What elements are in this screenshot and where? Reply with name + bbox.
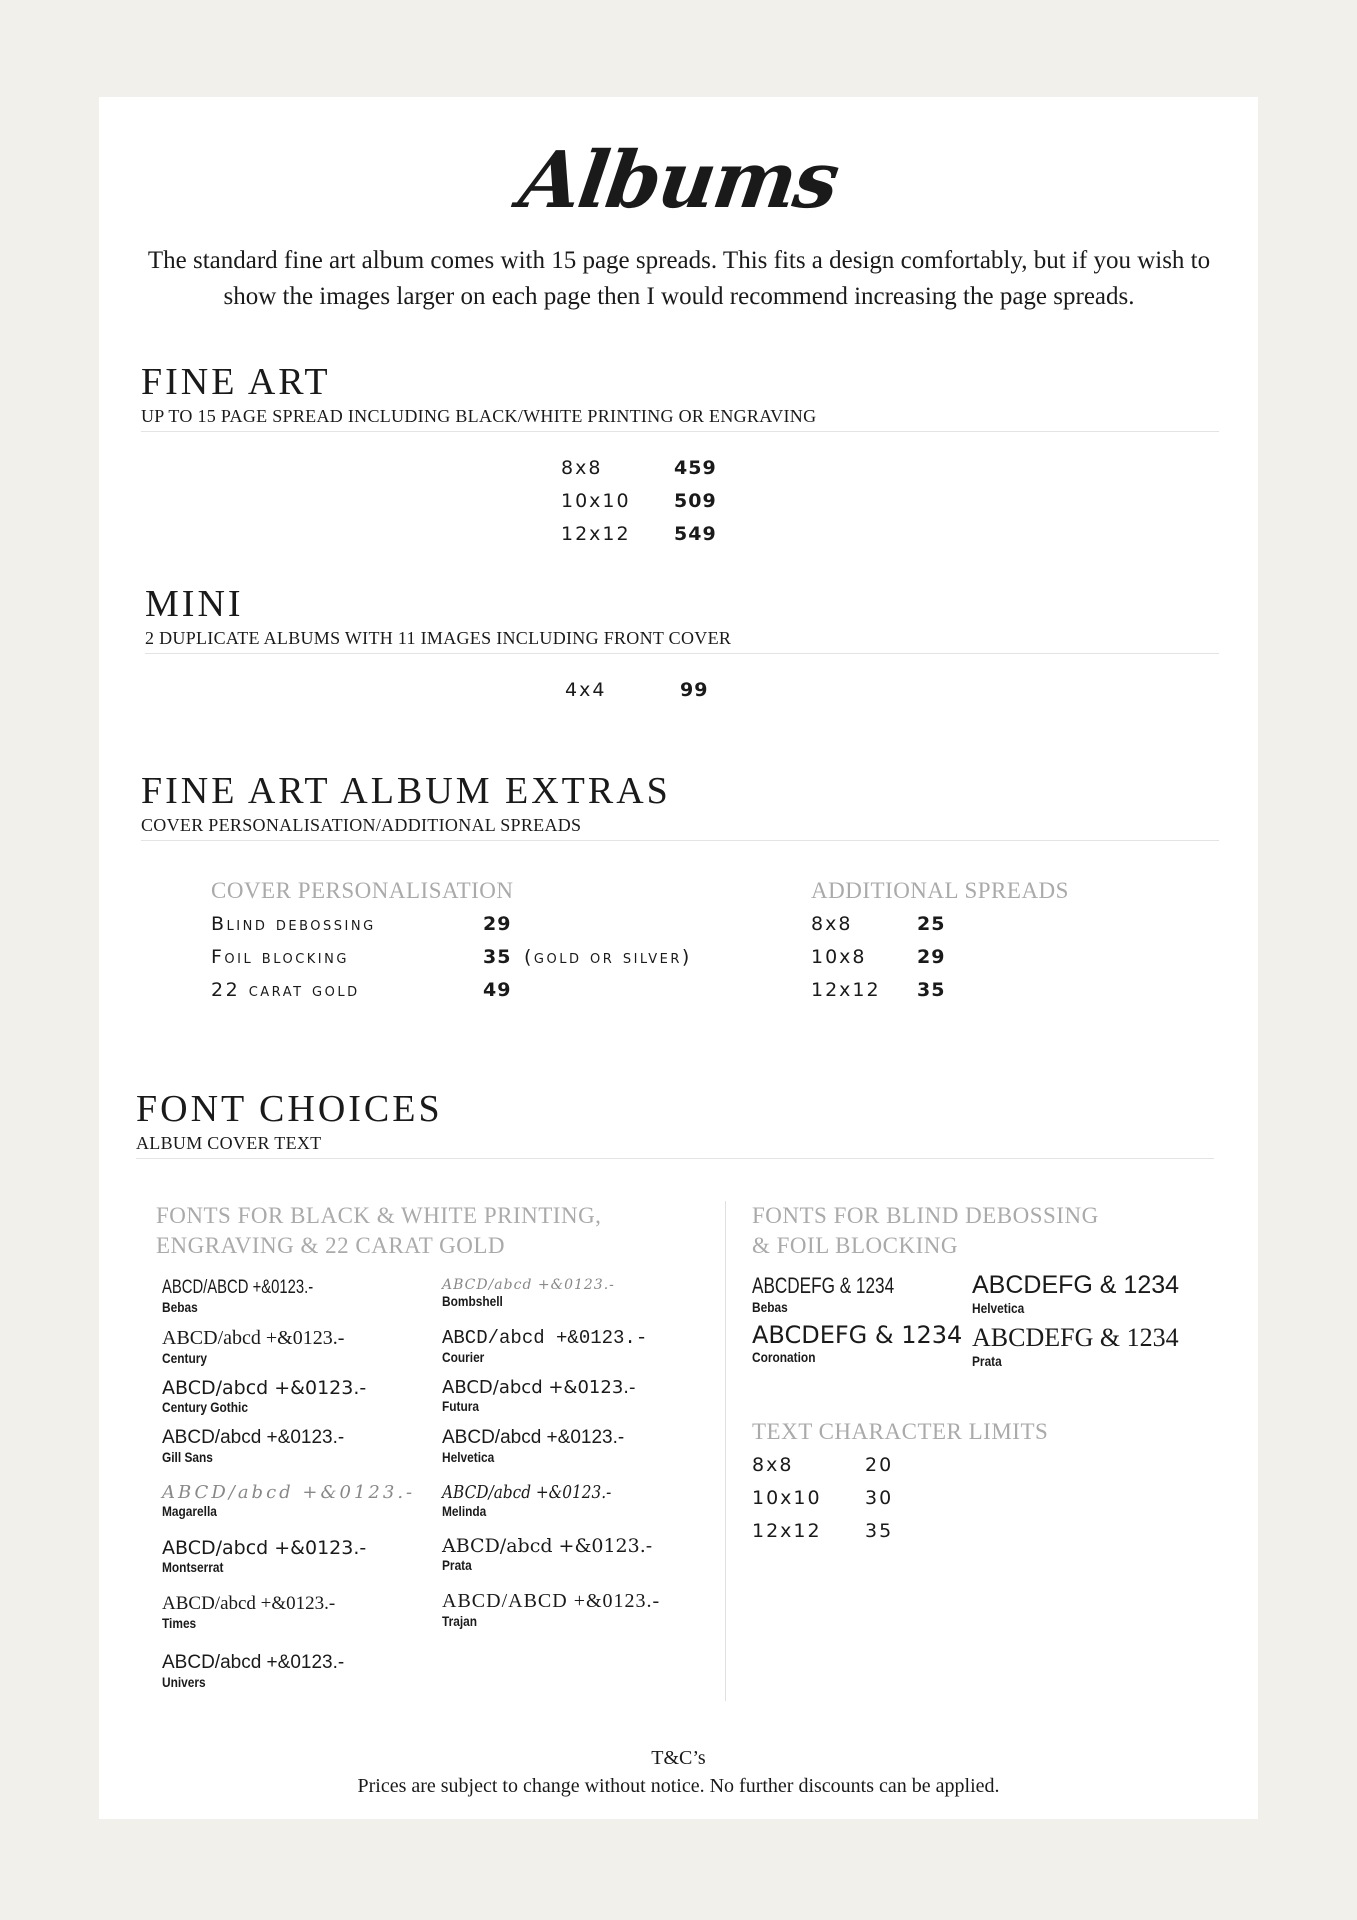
fine-art-size-2: 10x10 bbox=[561, 490, 631, 512]
font-entry-helvetica bbox=[442, 1427, 624, 1465]
intro-text: The standard fine art album comes with 15 page spreads. This fits a design comfortably, but if you wish to show the images larger on each page then I would recommend increasing the page spreads. bbox=[147, 247, 1211, 310]
font-choices-divider bbox=[136, 1158, 1214, 1159]
font-choices-heading: FONT CHOICES bbox=[136, 1088, 443, 1130]
limit-size-3: 12x12 bbox=[752, 1520, 822, 1542]
font-sample: ABCD/abcd +&0123.- bbox=[442, 1535, 653, 1557]
font-sample: ABCDEFG & 1234 bbox=[752, 1273, 895, 1298]
spread-size-3: 12x12 bbox=[811, 979, 881, 1001]
font-entry-prata bbox=[442, 1535, 652, 1573]
font-sample: ABCD/abcd +&0123.- bbox=[162, 1427, 345, 1448]
foil-font-entry-bebas bbox=[752, 1273, 934, 1315]
font-sample: ABCD/ABCD +&0123.- bbox=[442, 1590, 661, 1612]
font-sample: ABCDEFG & 1234 bbox=[972, 1271, 1180, 1299]
fine-art-divider bbox=[141, 431, 1219, 432]
cover-item-price-3: 49 bbox=[483, 979, 512, 1001]
font-entry-century bbox=[162, 1327, 344, 1366]
font-entry-gill-sans bbox=[162, 1427, 344, 1465]
font-entry-bebas bbox=[162, 1277, 356, 1315]
font-entry-times bbox=[162, 1593, 335, 1631]
font-sample: ABCD/abcd +&0123.- bbox=[162, 1593, 336, 1614]
font-sample: ABCD/abcd +&0123.- bbox=[162, 1482, 416, 1503]
extras-divider bbox=[141, 840, 1219, 841]
font-sample: ABCD/abcd +&0123.- bbox=[442, 1377, 636, 1398]
font-label: Futura bbox=[442, 1398, 480, 1414]
mini-size-1: 4x4 bbox=[565, 679, 607, 701]
mini-heading: MINI bbox=[145, 583, 244, 625]
page-title: Albums bbox=[514, 135, 843, 226]
font-sample: ABCD/abcd +&0123.- bbox=[162, 1652, 345, 1673]
font-label: Bombshell bbox=[442, 1293, 503, 1309]
text-limits-heading: TEXT CHARACTER LIMITS bbox=[752, 1419, 1049, 1444]
spread-price-1: 25 bbox=[917, 913, 946, 935]
foil-font-entry-coronation bbox=[752, 1321, 962, 1365]
font-entry-montserrat bbox=[162, 1537, 366, 1575]
font-entry-courier bbox=[442, 1327, 647, 1365]
mini-subheading: 2 DUPLICATE ALBUMS WITH 11 IMAGES INCLUDING FRONT COVER bbox=[145, 628, 732, 648]
font-label: Helvetica bbox=[972, 1300, 1025, 1316]
spread-price-2: 29 bbox=[917, 946, 946, 968]
font-sample: ABCD/abcd +&0123.- bbox=[442, 1277, 615, 1293]
font-entry-melinda bbox=[442, 1482, 641, 1519]
fine-art-heading: FINE ART bbox=[141, 361, 331, 403]
fine-art-price-3: 549 bbox=[674, 523, 717, 545]
font-entry-univers bbox=[162, 1652, 344, 1690]
font-label: Courier bbox=[442, 1349, 485, 1365]
price-sheet-page bbox=[99, 97, 1258, 1819]
font-entry-trajan bbox=[442, 1590, 660, 1629]
font-sample: ABCD/abcd +&0123.- bbox=[442, 1482, 612, 1503]
font-entry-magarella bbox=[162, 1482, 415, 1519]
limit-value-1: 20 bbox=[865, 1454, 894, 1476]
font-label: Bebas bbox=[162, 1299, 198, 1315]
limit-value-2: 30 bbox=[865, 1487, 894, 1509]
foil-font-entry-prata bbox=[972, 1323, 1179, 1369]
cover-item-name-3: 22 carat gold bbox=[211, 979, 360, 1001]
terms-heading: T&C’s bbox=[651, 1747, 706, 1769]
cover-personalisation-heading: COVER PERSONALISATION bbox=[211, 878, 514, 903]
font-label: Coronation bbox=[752, 1349, 816, 1365]
foil-fonts-heading-line-2: & FOIL BLOCKING bbox=[752, 1233, 958, 1258]
limit-value-3: 35 bbox=[865, 1520, 894, 1542]
font-label: Gill Sans bbox=[162, 1449, 213, 1465]
foil-font-entry-helvetica bbox=[972, 1271, 1179, 1316]
cover-item-note-2: (gold or silver) bbox=[524, 946, 692, 968]
font-sample: ABCD/abcd +&0123.- bbox=[442, 1427, 625, 1448]
fine-art-size-3: 12x12 bbox=[561, 523, 631, 545]
font-entry-bombshell bbox=[442, 1277, 615, 1309]
font-choices-subheading: ALBUM COVER TEXT bbox=[136, 1133, 322, 1153]
font-entry-futura bbox=[442, 1377, 635, 1414]
font-sample: ABCD/abcd +&0123.- bbox=[162, 1377, 367, 1399]
cover-item-name-2: Foil blocking bbox=[211, 946, 349, 968]
spread-size-1: 8x8 bbox=[811, 913, 853, 935]
foil-fonts-heading-line-1: FONTS FOR BLIND DEBOSSING bbox=[752, 1203, 1099, 1228]
font-label: Prata bbox=[442, 1557, 472, 1573]
fine-art-price-2: 509 bbox=[674, 490, 717, 512]
font-label: Melinda bbox=[442, 1503, 487, 1519]
extras-heading: FINE ART ALBUM EXTRAS bbox=[141, 770, 671, 812]
font-sample: ABCD/abcd +&0123.- bbox=[162, 1327, 345, 1349]
font-label: Helvetica bbox=[442, 1449, 495, 1465]
spread-price-3: 35 bbox=[917, 979, 946, 1001]
font-entry-century-gothic bbox=[162, 1377, 366, 1415]
spread-size-2: 10x8 bbox=[811, 946, 867, 968]
terms-note: Prices are subject to change without notice. No further discounts can be applied. bbox=[357, 1775, 1000, 1797]
font-label: Century Gothic bbox=[162, 1399, 248, 1415]
limit-size-1: 8x8 bbox=[752, 1454, 794, 1476]
font-label: Montserrat bbox=[162, 1559, 224, 1575]
additional-spreads-heading: ADDITIONAL SPREADS bbox=[811, 878, 1069, 903]
cover-item-price-1: 29 bbox=[483, 913, 512, 935]
font-sample: ABCD/abcd +&0123.- bbox=[162, 1537, 367, 1559]
bw-fonts-heading-line-1: FONTS FOR BLACK & WHITE PRINTING, bbox=[156, 1203, 602, 1228]
extras-subheading: COVER PERSONALISATION/ADDITIONAL SPREADS bbox=[141, 815, 582, 835]
bw-fonts-heading-line-2: ENGRAVING & 22 CARAT GOLD bbox=[156, 1233, 505, 1258]
mini-price-1: 99 bbox=[680, 679, 709, 701]
fine-art-size-1: 8x8 bbox=[561, 457, 603, 479]
font-columns-divider bbox=[725, 1201, 726, 1701]
font-label: Times bbox=[162, 1615, 197, 1631]
fine-art-price-1: 459 bbox=[674, 457, 717, 479]
fine-art-subheading: UP TO 15 PAGE SPREAD INCLUDING BLACK/WHITE PRINTING OR ENGRAVING bbox=[141, 406, 817, 426]
cover-item-name-1: Blind debossing bbox=[211, 913, 376, 935]
mini-divider bbox=[145, 653, 1219, 654]
font-sample: ABCD/abcd +&0123.- bbox=[442, 1327, 648, 1349]
font-sample: ABCD/ABCD +&0123.- bbox=[162, 1277, 314, 1298]
cover-item-price-2: 35 bbox=[483, 946, 512, 968]
font-label: Prata bbox=[972, 1353, 1002, 1369]
font-sample: ABCDEFG & 1234 bbox=[752, 1321, 963, 1349]
limit-size-2: 10x10 bbox=[752, 1487, 822, 1509]
font-label: Trajan bbox=[442, 1613, 478, 1629]
font-label: Bebas bbox=[752, 1299, 788, 1315]
font-label: Univers bbox=[162, 1674, 206, 1690]
font-label: Magarella bbox=[162, 1503, 217, 1519]
font-sample: ABCDEFG & 1234 bbox=[972, 1323, 1179, 1352]
font-label: Century bbox=[162, 1350, 207, 1366]
